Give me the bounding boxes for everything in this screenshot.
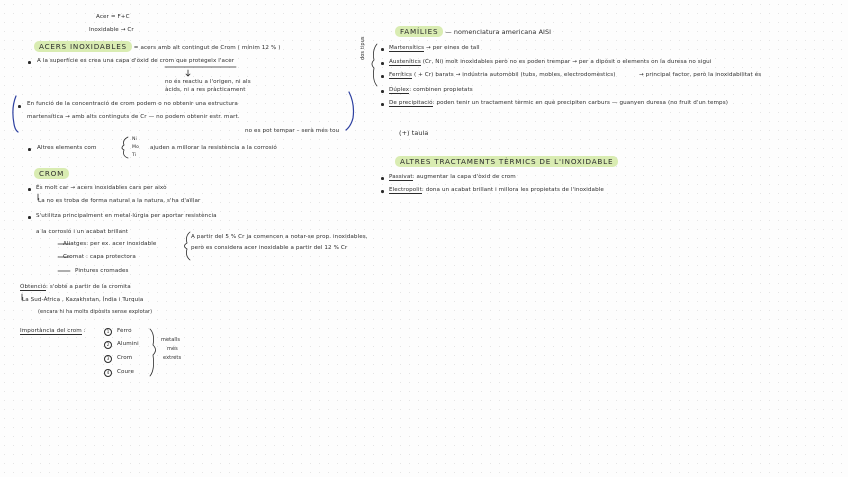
dash-pintures: Pintures cromades [75,268,129,274]
metal-number-3: 3 [104,355,112,363]
family-austenitics-label: Austenítics [389,59,421,65]
family-duplex-label: Dúplex [389,87,410,93]
formula-acer: Acer = F+C [96,14,130,20]
note-reactiu: no és reactiu a l'origen, ni als [165,79,251,85]
metals-note-a: metalls [161,337,181,343]
acers-definition: = acers amb alt contingut de Crom ( mínim 12 % ) [133,45,281,51]
tractament-electropolit-label: Electropolit [389,187,422,193]
tractament-passivat-text: : augmentar la capa d'òxid de crom [412,174,516,180]
acers-heading: ACERS INOXIDABLES [34,41,132,52]
formula-inoxidable: Inoxidable → Cr [89,27,134,33]
family-ferritics-mid: ( + Cr) [413,72,434,78]
family-martensitics-label: Martensítics [389,45,425,51]
brace-note-a: A partir del 5 % Cr ja comencen a notar-se prop. inoxidables, [191,234,368,240]
metal-crom: Crom [117,355,133,361]
metal-coure: Coure [117,369,134,375]
families-brace [372,44,377,86]
metals-note-c: extrets [163,355,182,361]
down-arrow-icon [186,70,190,76]
obtencio-label: Obtenció [20,284,46,290]
paisos-text: La Sud-Àfrica , Kazakhstan, Índia i Turquia [22,297,144,303]
importancia-colon: : [83,328,86,334]
note-acids: àcids, ni a res pràcticament [165,87,246,93]
tractament-electropolit-text: : dona un acabat brillant i millora les propietats de l'inoxidable [421,187,604,193]
family-duplex-text: : combinen propietats [409,87,473,93]
dash-cromat: Cromat : capa protectora [63,254,136,260]
tractament-passivat-label: Passivat [389,174,413,180]
metal-number-1: 1 [104,328,112,336]
obtencio-text: : s'obté a partir de la cromita [46,284,131,290]
metal-number-4: 4 [104,369,112,377]
corrosio-text: a la corrosió i un acabat brillant [36,229,129,235]
altres-elements-text: ajuden a millorar la resistència a la corrosió [150,145,277,151]
family-precipitacio-text: : poden tenir un tractament tèrmic en què precipiten carburs — guanyen duresa (no fruit d'un temps) [432,100,728,106]
funcio-line-c: no es pot tempar – serà més tou [245,128,340,134]
metals-brace [150,329,156,376]
ferritics-tail: → principal factor, però la inoxidabilitat és [639,72,762,78]
crom-heading-label: CROM [34,168,69,179]
family-ferritics-text: barats → indústria automòbil (tubs, mobles, electrodomèstics) [435,72,616,78]
family-austenitics-mid: (Cr, Ni) [422,59,444,65]
altres-heading: ALTRES TRACTAMENTS TÈRMICS DE L'INOXIDABLE [395,156,618,167]
elements-brace [122,137,128,158]
metal-number-2: 2 [104,341,112,349]
funcio-line-a: En funció de la concentració de crom podem o no obtenir una estructura [27,101,238,107]
no-es-natural-text: La no es troba de forma natural a la natura, s'ha d'aïllar [38,198,201,204]
families-heading: FAMÍLIES [395,26,443,37]
family-ferritics-label: Ferrítics [389,72,413,78]
blue-left-bracket [13,96,18,132]
altres-elements-label: Altres elements com [37,145,97,151]
family-precipitacio-label: De precipitació [389,100,433,106]
element-ni: Ni [132,137,137,142]
metal-ferro: Ferro [117,328,132,334]
paisos-note: (encara hi ha molts dipòsits sense explotar) [38,309,153,315]
funcio-line-b: martensítica → amb alts continguts de Cr — no podem obtenir estr. mart. [27,114,240,120]
importancia-label: Importància del crom [20,328,82,334]
dash-aliatges: Aliatges: per ex. acer inoxidable [63,241,157,247]
aliatges-brace [185,232,191,260]
brace-note-b: però es considera acer inoxidable a partir del 12 % Cr [191,245,348,251]
element-mo: Mo [132,145,139,150]
element-ti: Ti [132,153,137,158]
families-subtitle: — nomenclatura americana AISI [445,28,552,36]
molt-car-text: És molt car → acers inoxidables cars per això [36,185,167,191]
metals-note-b: més [167,346,178,352]
family-martensitics-text: → per eines de tall [426,45,480,51]
family-austenitics-text: molt inoxidables però no es poden trempar → per a dipòsit o elements on la duresa no sigui [445,59,712,65]
superficie-part-a: A la superfície es crea una capa d'òxid de crom [37,58,175,64]
metal-alumini: Alumini [117,341,139,347]
superficie-part-b: que protegeix l'acer [176,58,235,64]
taula-note: (+) taula [399,129,429,137]
blue-right-bracket [346,92,354,130]
side-label-dos-tipus: dos tipus [360,36,366,60]
utilitza-text: S'utilitza principalment en metal·lúrgia per aportar resistència [36,213,217,219]
